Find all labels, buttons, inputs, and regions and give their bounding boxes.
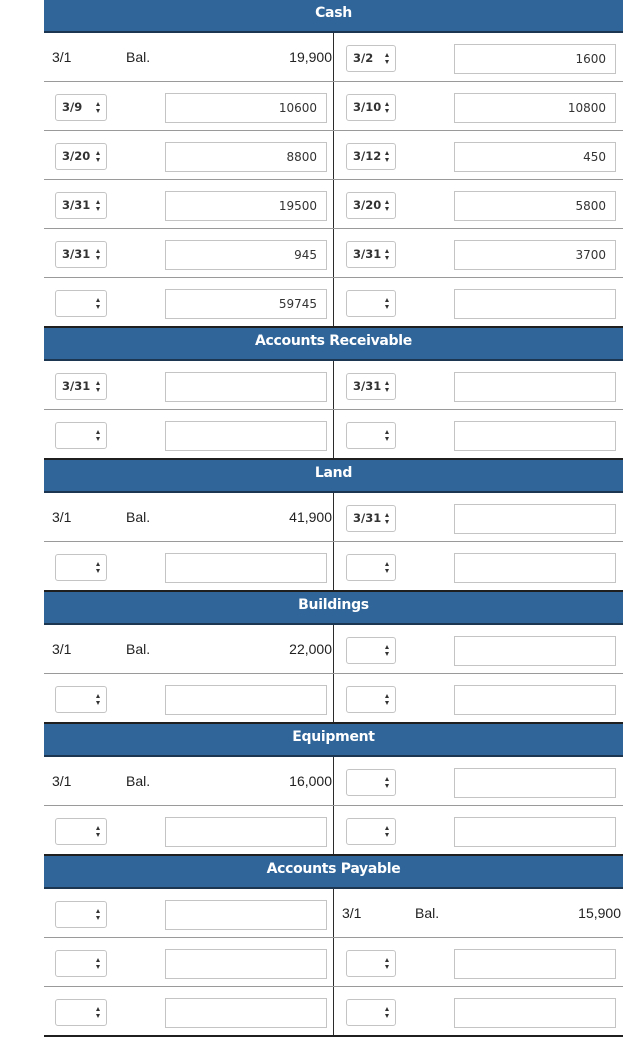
debit-amount-input[interactable] xyxy=(165,289,327,319)
select-arrows-icon xyxy=(96,430,101,441)
credit-date-select[interactable] xyxy=(346,818,396,845)
t-account-divider xyxy=(333,278,334,326)
credit-date-value: 3/31 xyxy=(353,379,382,393)
select-arrows-icon xyxy=(96,1007,101,1018)
ledger-row xyxy=(44,674,623,724)
ledger-row xyxy=(44,987,623,1037)
credit-date-select[interactable] xyxy=(346,999,396,1026)
credit-date-select[interactable] xyxy=(346,192,396,219)
debit-balance-label: Bal. xyxy=(126,641,151,657)
credit-amount-input[interactable] xyxy=(454,142,616,172)
debit-amount-input[interactable] xyxy=(165,421,327,451)
account-title: Equipment xyxy=(44,724,623,757)
credit-amount-input[interactable] xyxy=(454,553,616,583)
ledger-row xyxy=(44,82,623,131)
t-account-divider xyxy=(333,889,334,937)
credit-date-select[interactable] xyxy=(346,290,396,317)
credit-date-value: 3/2 xyxy=(353,51,374,65)
debit-amount-text: 16,000 xyxy=(289,773,332,789)
t-account-accounts-receivable xyxy=(44,328,623,460)
debit-amount-input[interactable] xyxy=(165,817,327,847)
t-account-ledger xyxy=(44,0,623,1037)
ledger-row xyxy=(44,131,623,180)
debit-amount-input[interactable] xyxy=(165,900,327,930)
select-arrows-icon xyxy=(385,645,390,656)
select-arrows-icon xyxy=(96,562,101,573)
select-arrows-icon xyxy=(96,826,101,837)
account-title: Buildings xyxy=(44,592,623,625)
ledger-row xyxy=(44,889,623,938)
credit-date-value: 3/10 xyxy=(353,100,382,114)
debit-date-select[interactable] xyxy=(55,999,107,1026)
select-arrows-icon xyxy=(96,958,101,969)
select-arrows-icon xyxy=(96,102,101,113)
credit-amount-input[interactable] xyxy=(454,636,616,666)
debit-date-select[interactable] xyxy=(55,192,107,219)
ledger-row xyxy=(44,410,623,460)
debit-date-select[interactable] xyxy=(55,290,107,317)
credit-date-select[interactable] xyxy=(346,143,396,170)
ledger-row xyxy=(44,278,623,328)
credit-amount-input[interactable] xyxy=(454,817,616,847)
debit-date-select[interactable] xyxy=(55,818,107,845)
ledger-row xyxy=(44,493,623,542)
t-account-buildings xyxy=(44,592,623,724)
debit-amount-input[interactable] xyxy=(165,949,327,979)
t-account-cash xyxy=(44,0,623,328)
credit-amount-input[interactable] xyxy=(454,768,616,798)
debit-amount-text: 41,900 xyxy=(289,509,332,525)
ledger-row xyxy=(44,757,623,806)
debit-date-text: 3/1 xyxy=(52,49,72,65)
credit-amount-input[interactable] xyxy=(454,93,616,123)
debit-date-value: 3/31 xyxy=(62,198,91,212)
credit-balance-label: Bal. xyxy=(415,905,440,921)
credit-date-select[interactable] xyxy=(346,422,396,449)
debit-amount-input[interactable] xyxy=(165,553,327,583)
select-arrows-icon xyxy=(96,909,101,920)
debit-date-text: 3/1 xyxy=(52,773,72,789)
debit-date-select[interactable] xyxy=(55,950,107,977)
select-arrows-icon xyxy=(385,694,390,705)
credit-date-value: 3/31 xyxy=(353,511,382,525)
t-account-divider xyxy=(333,542,334,590)
credit-amount-input[interactable] xyxy=(454,421,616,451)
select-arrows-icon xyxy=(385,958,390,969)
credit-date-select[interactable] xyxy=(346,241,396,268)
debit-date-select[interactable] xyxy=(55,554,107,581)
debit-date-select[interactable] xyxy=(55,686,107,713)
select-arrows-icon xyxy=(385,826,390,837)
credit-amount-input[interactable] xyxy=(454,949,616,979)
t-account-accounts-payable xyxy=(44,856,623,1037)
debit-date-select[interactable] xyxy=(55,143,107,170)
credit-amount-input[interactable] xyxy=(454,685,616,715)
t-account-divider xyxy=(333,674,334,722)
credit-amount-input[interactable] xyxy=(454,504,616,534)
ledger-row xyxy=(44,361,623,410)
debit-date-value: 3/9 xyxy=(62,100,83,114)
select-arrows-icon xyxy=(385,53,390,64)
select-arrows-icon xyxy=(385,430,390,441)
credit-date-text: 3/1 xyxy=(342,905,362,921)
t-account-divider xyxy=(333,493,334,541)
select-arrows-icon xyxy=(385,1007,390,1018)
debit-date-select[interactable] xyxy=(55,373,107,400)
debit-balance-label: Bal. xyxy=(126,773,151,789)
select-arrows-icon xyxy=(96,298,101,309)
ledger-row xyxy=(44,806,623,856)
credit-date-select[interactable] xyxy=(346,505,396,532)
debit-date-text: 3/1 xyxy=(52,641,72,657)
select-arrows-icon xyxy=(96,249,101,260)
account-title: Accounts Receivable xyxy=(44,328,623,361)
t-account-divider xyxy=(333,806,334,854)
credit-date-select[interactable] xyxy=(346,373,396,400)
t-account-divider xyxy=(333,987,334,1035)
debit-balance-label: Bal. xyxy=(126,49,151,65)
select-arrows-icon xyxy=(385,513,390,524)
t-account-land xyxy=(44,460,623,592)
select-arrows-icon xyxy=(385,562,390,573)
select-arrows-icon xyxy=(385,298,390,309)
ledger-row xyxy=(44,180,623,229)
credit-date-value: 3/31 xyxy=(353,247,382,261)
debit-date-text: 3/1 xyxy=(52,509,72,525)
debit-date-value: 3/31 xyxy=(62,379,91,393)
debit-amount-text: 19,900 xyxy=(289,49,332,65)
credit-date-value: 3/12 xyxy=(353,149,382,163)
account-title: Land xyxy=(44,460,623,493)
t-account-divider xyxy=(333,180,334,228)
t-account-divider xyxy=(333,33,334,81)
debit-date-select[interactable] xyxy=(55,901,107,928)
credit-amount-input[interactable] xyxy=(454,372,616,402)
credit-date-select[interactable] xyxy=(346,686,396,713)
credit-date-select[interactable] xyxy=(346,94,396,121)
credit-date-select[interactable] xyxy=(346,950,396,977)
credit-amount-input[interactable] xyxy=(454,289,616,319)
credit-date-select[interactable] xyxy=(346,554,396,581)
debit-amount-input[interactable] xyxy=(165,142,327,172)
account-title: Accounts Payable xyxy=(44,856,623,889)
ledger-row xyxy=(44,33,623,82)
select-arrows-icon xyxy=(385,102,390,113)
credit-date-select[interactable] xyxy=(346,637,396,664)
credit-amount-text: 15,900 xyxy=(578,905,621,921)
t-account-equipment xyxy=(44,724,623,856)
t-account-divider xyxy=(333,131,334,179)
select-arrows-icon xyxy=(385,381,390,392)
t-account-divider xyxy=(333,625,334,673)
select-arrows-icon xyxy=(385,777,390,788)
debit-date-select[interactable] xyxy=(55,422,107,449)
debit-amount-input[interactable] xyxy=(165,240,327,270)
t-account-divider xyxy=(333,229,334,277)
debit-amount-input[interactable] xyxy=(165,93,327,123)
ledger-row xyxy=(44,938,623,987)
ledger-row xyxy=(44,542,623,592)
select-arrows-icon xyxy=(96,200,101,211)
select-arrows-icon xyxy=(385,151,390,162)
ledger-row xyxy=(44,229,623,278)
debit-date-select[interactable] xyxy=(55,94,107,121)
t-account-divider xyxy=(333,410,334,458)
credit-date-value: 3/20 xyxy=(353,198,382,212)
debit-amount-input[interactable] xyxy=(165,685,327,715)
debit-date-value: 3/20 xyxy=(62,149,91,163)
debit-date-value: 3/31 xyxy=(62,247,91,261)
debit-amount-input[interactable] xyxy=(165,191,327,221)
select-arrows-icon xyxy=(96,381,101,392)
t-account-divider xyxy=(333,938,334,986)
account-title: Cash xyxy=(44,0,623,33)
t-account-divider xyxy=(333,361,334,409)
credit-date-select[interactable] xyxy=(346,45,396,72)
select-arrows-icon xyxy=(385,200,390,211)
debit-amount-input[interactable] xyxy=(165,372,327,402)
credit-amount-input[interactable] xyxy=(454,191,616,221)
t-account-divider xyxy=(333,82,334,130)
ledger-row xyxy=(44,625,623,674)
select-arrows-icon xyxy=(96,151,101,162)
select-arrows-icon xyxy=(385,249,390,260)
credit-date-select[interactable] xyxy=(346,769,396,796)
credit-amount-input[interactable] xyxy=(454,240,616,270)
debit-amount-text: 22,000 xyxy=(289,641,332,657)
select-arrows-icon xyxy=(96,694,101,705)
t-account-divider xyxy=(333,757,334,805)
debit-balance-label: Bal. xyxy=(126,509,151,525)
credit-amount-input[interactable] xyxy=(454,44,616,74)
debit-date-select[interactable] xyxy=(55,241,107,268)
